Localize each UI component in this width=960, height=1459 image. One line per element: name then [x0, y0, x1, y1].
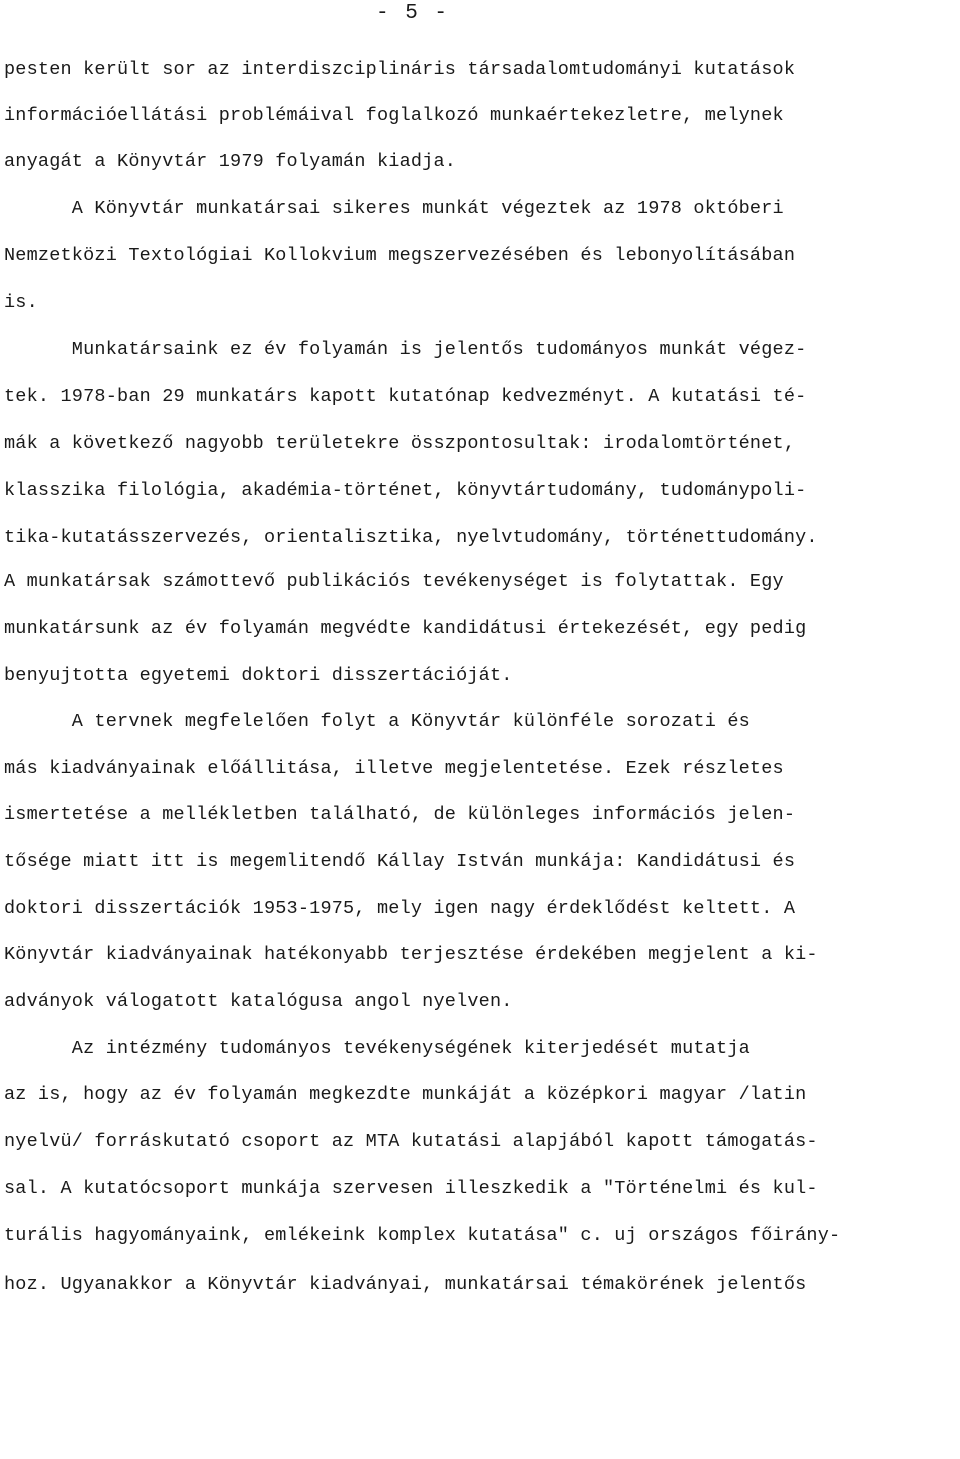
text-line: az is, hogy az év folyamán megkezdte munkáját a középkori magyar /latin — [4, 1084, 807, 1105]
text-line: pesten került sor az interdiszciplináris társadalomtudományi kutatások — [4, 59, 796, 80]
text-line: Az intézmény tudományos tevékenységének kiterjedését mutatja — [4, 1038, 750, 1059]
text-line: sal. A kutatócsoport munkája szervesen illeszkedik a "Történelmi és kul- — [4, 1178, 818, 1199]
text-line: benyujtotta egyetemi doktori disszertációját. — [4, 665, 513, 686]
text-line: anyagát a Könyvtár 1979 folyamán kiadja. — [4, 151, 457, 172]
page-number: - 5 - — [376, 2, 450, 25]
text-line: tika-kutatásszervezés, orientalisztika, nyelvtudomány, történettudomány. — [4, 527, 818, 548]
text-line: Munkatársaink ez év folyamán is jelentős tudományos munkát végez- — [4, 339, 807, 360]
text-line: tősége miatt itt is megemlitendő Kállay István munkája: Kandidátusi és — [4, 851, 796, 872]
text-line: klasszika filológia, akadémia-történet, könyvtártudomány, tudománypoli- — [4, 480, 807, 501]
text-line: A tervnek megfelelően folyt a Könyvtár különféle sorozati és — [4, 711, 750, 732]
text-line: információellátási problémáival foglalkozó munkaértekezletre, melynek — [4, 105, 784, 126]
text-line: ismertetése a mellékletben található, de különleges információs jelen- — [4, 804, 796, 825]
text-line: A Könyvtár munkatársai sikeres munkát végeztek az 1978 októberi — [4, 198, 784, 219]
text-line: tek. 1978-ban 29 munkatárs kapott kutatónap kedvezményt. A kutatási té- — [4, 386, 807, 407]
text-line: mák a következő nagyobb területekre összpontosultak: irodalomtörténet, — [4, 433, 796, 454]
text-line: turális hagyományaink, emlékeink komplex kutatása" c. uj országos főirány- — [4, 1225, 841, 1246]
text-line: Könyvtár kiadványainak hatékonyabb terjesztése érdekében megjelent a ki- — [4, 944, 818, 965]
text-line: is. — [4, 292, 38, 313]
text-line: adványok válogatott katalógusa angol nyelven. — [4, 991, 513, 1012]
text-line: Nemzetközi Textológiai Kollokvium megszervezésében és lebonyolításában — [4, 245, 796, 266]
text-line: doktori disszertációk 1953-1975, mely igen nagy érdeklődést keltett. A — [4, 898, 796, 919]
text-line: munkatársunk az év folyamán megvédte kandidátusi értekezését, egy pedig — [4, 618, 807, 639]
text-line: hoz. Ugyanakkor a Könyvtár kiadványai, munkatársai témakörének jelentős — [4, 1274, 807, 1295]
text-line: A munkatársak számottevő publikációs tevékenységet is folytattak. Egy — [4, 571, 784, 592]
text-line: más kiadványainak előállitása, illetve megjelentetése. Ezek részletes — [4, 758, 784, 779]
text-line: nyelvü/ forráskutató csoport az MTA kutatási alapjából kapott támogatás- — [4, 1131, 818, 1152]
